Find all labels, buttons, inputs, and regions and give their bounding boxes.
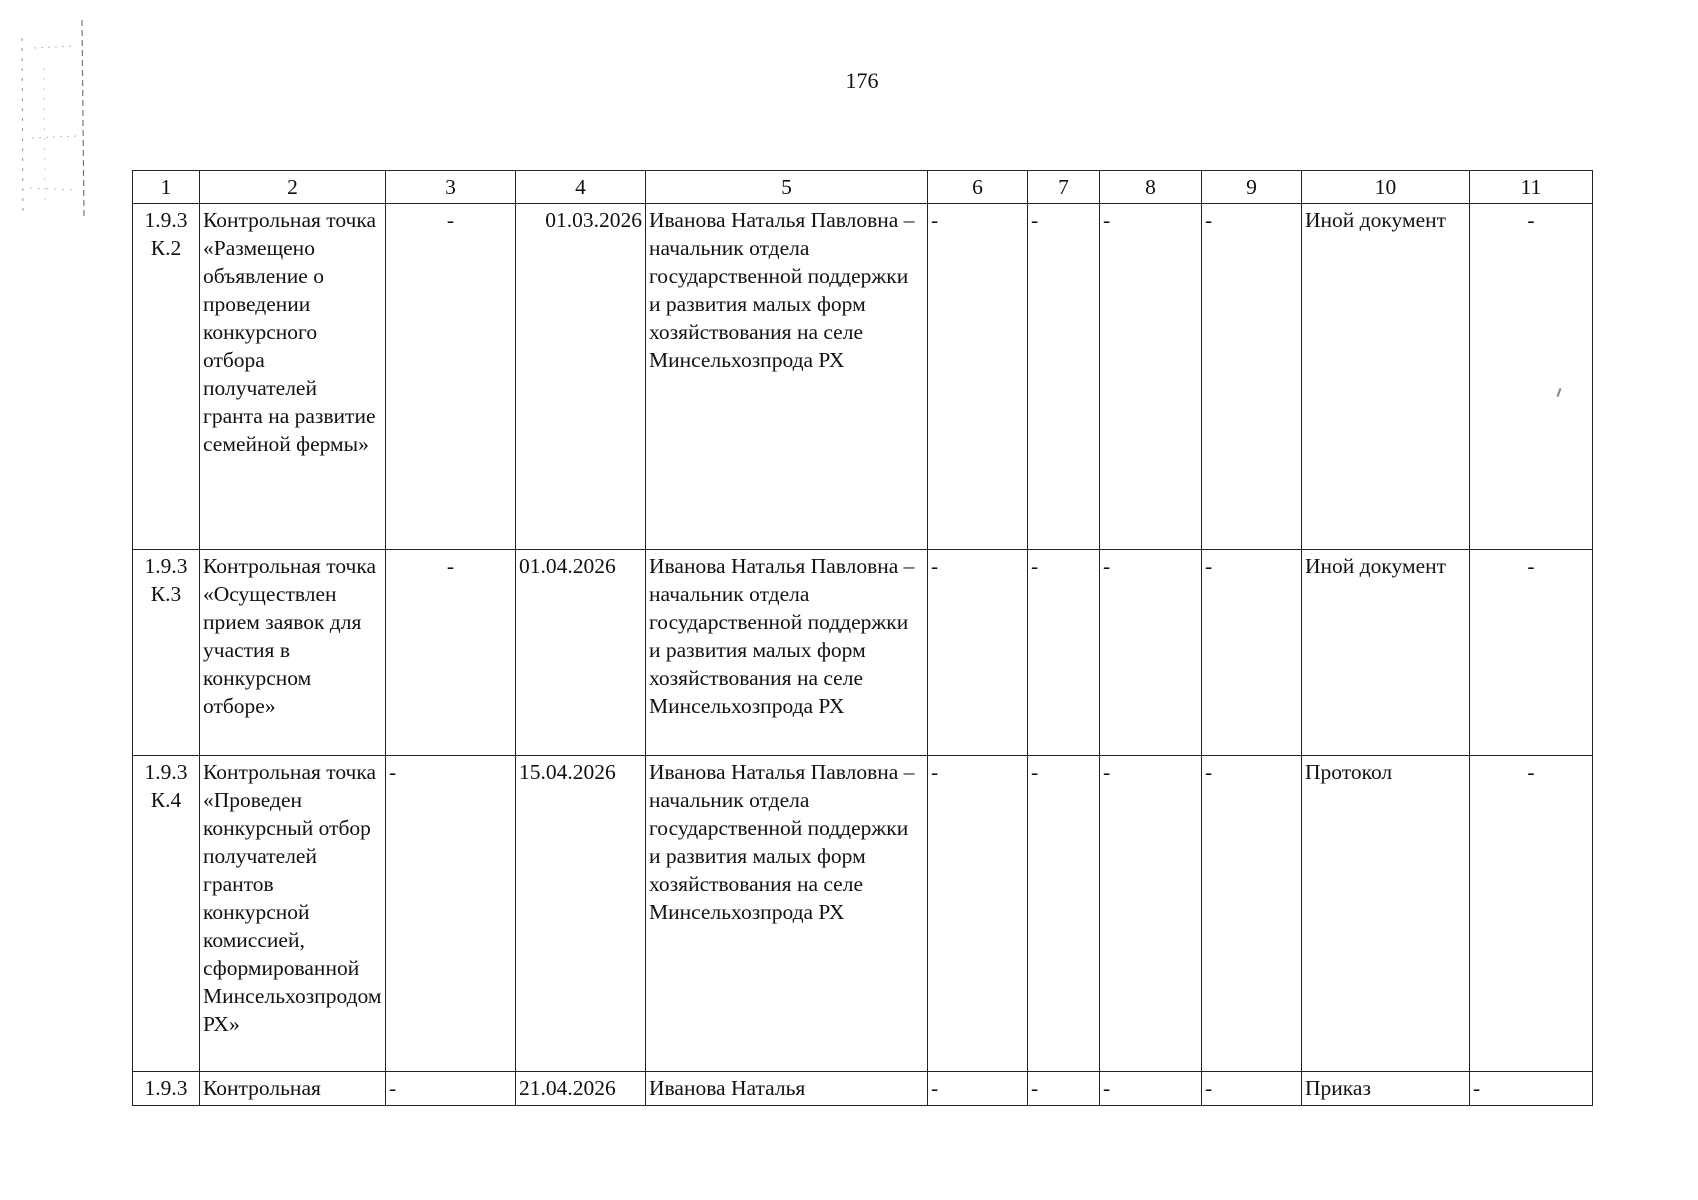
cell-col9: - bbox=[1202, 550, 1302, 756]
document-type: Иной документ bbox=[1302, 204, 1470, 550]
cell-col9: - bbox=[1202, 1072, 1302, 1106]
cell-col9: - bbox=[1202, 204, 1302, 550]
cell-col7: - bbox=[1028, 1072, 1100, 1106]
cell-col6: - bbox=[928, 550, 1028, 756]
cell-col6: - bbox=[928, 1072, 1028, 1106]
milestone-description: Контрольная точка «Проведен конкурсный отбор получателей грантов конкурсной комиссией, сформированной Минсельхозпродом РХ» bbox=[200, 756, 386, 1072]
cell-col6: - bbox=[928, 756, 1028, 1072]
column-header-4: 4 bbox=[516, 171, 646, 204]
due-date: 01.03.2026 bbox=[516, 204, 646, 550]
column-header-5: 5 bbox=[646, 171, 928, 204]
column-header-3: 3 bbox=[386, 171, 516, 204]
document-type: Протокол bbox=[1302, 756, 1470, 1072]
cell-col8: - bbox=[1100, 1072, 1202, 1106]
cell-col3: - bbox=[386, 756, 516, 1072]
cell-col3: - bbox=[386, 204, 516, 550]
scan-artifact bbox=[14, 18, 94, 228]
row-number: 1.9.3 К.3 bbox=[133, 550, 200, 756]
column-header-7: 7 bbox=[1028, 171, 1100, 204]
row-number: 1.9.3 К.4 bbox=[133, 756, 200, 1072]
responsible-person: Иванова Наталья bbox=[646, 1072, 928, 1106]
milestone-description: Контрольная точка «Размещено объявление о проведении конкурсного отбора получателей гранта на развитие семейной фермы» bbox=[200, 204, 386, 550]
column-header-2: 2 bbox=[200, 171, 386, 204]
column-header-10: 10 bbox=[1302, 171, 1470, 204]
due-date: 21.04.2026 bbox=[516, 1072, 646, 1106]
row-number: 1.9.3 К.2 bbox=[133, 204, 200, 550]
cell-col11: - bbox=[1470, 550, 1593, 756]
cell-col7: - bbox=[1028, 550, 1100, 756]
cell-col3: - bbox=[386, 550, 516, 756]
table-row bbox=[133, 756, 1593, 1072]
cell-col11: - bbox=[1470, 1072, 1593, 1106]
column-header-6: 6 bbox=[928, 171, 1028, 204]
milestone-description: Контрольная точка «Осуществлен прием заявок для участия в конкурсном отборе» bbox=[200, 550, 386, 756]
table-row bbox=[133, 1072, 1593, 1106]
cell-col11: - bbox=[1470, 204, 1593, 550]
cell-col6: - bbox=[928, 204, 1028, 550]
cell-col8: - bbox=[1100, 550, 1202, 756]
cell-col3: - bbox=[386, 1072, 516, 1106]
row-number: 1.9.3 bbox=[133, 1072, 200, 1106]
table-row bbox=[133, 204, 1593, 550]
due-date: 15.04.2026 bbox=[516, 756, 646, 1072]
column-header-11: 11 bbox=[1470, 171, 1593, 204]
table-header-row bbox=[133, 171, 1593, 204]
column-header-1: 1 bbox=[133, 171, 200, 204]
responsible-person: Иванова Наталья Павловна – начальник отдела государственной поддержки и развития малых форм хозяйствования на селе Минсельхозпрода РХ bbox=[646, 204, 928, 550]
column-header-8: 8 bbox=[1100, 171, 1202, 204]
document-type: Приказ bbox=[1302, 1072, 1470, 1106]
column-header-9: 9 bbox=[1202, 171, 1302, 204]
cell-col8: - bbox=[1100, 756, 1202, 1072]
milestone-description: Контрольная bbox=[200, 1072, 386, 1106]
responsible-person: Иванова Наталья Павловна – начальник отдела государственной поддержки и развития малых форм хозяйствования на селе Минсельхозпрода РХ bbox=[646, 756, 928, 1072]
due-date: 01.04.2026 bbox=[516, 550, 646, 756]
document-type: Иной документ bbox=[1302, 550, 1470, 756]
table-row bbox=[133, 550, 1593, 756]
cell-col7: - bbox=[1028, 756, 1100, 1072]
cell-col8: - bbox=[1100, 204, 1202, 550]
page-number: 176 bbox=[845, 68, 879, 93]
cell-col9: - bbox=[1202, 756, 1302, 1072]
cell-col11: - bbox=[1470, 756, 1593, 1072]
document-table bbox=[132, 170, 1593, 1106]
responsible-person: Иванова Наталья Павловна – начальник отдела государственной поддержки и развития малых форм хозяйствования на селе Минсельхозпрода РХ bbox=[646, 550, 928, 756]
cell-col7: - bbox=[1028, 204, 1100, 550]
